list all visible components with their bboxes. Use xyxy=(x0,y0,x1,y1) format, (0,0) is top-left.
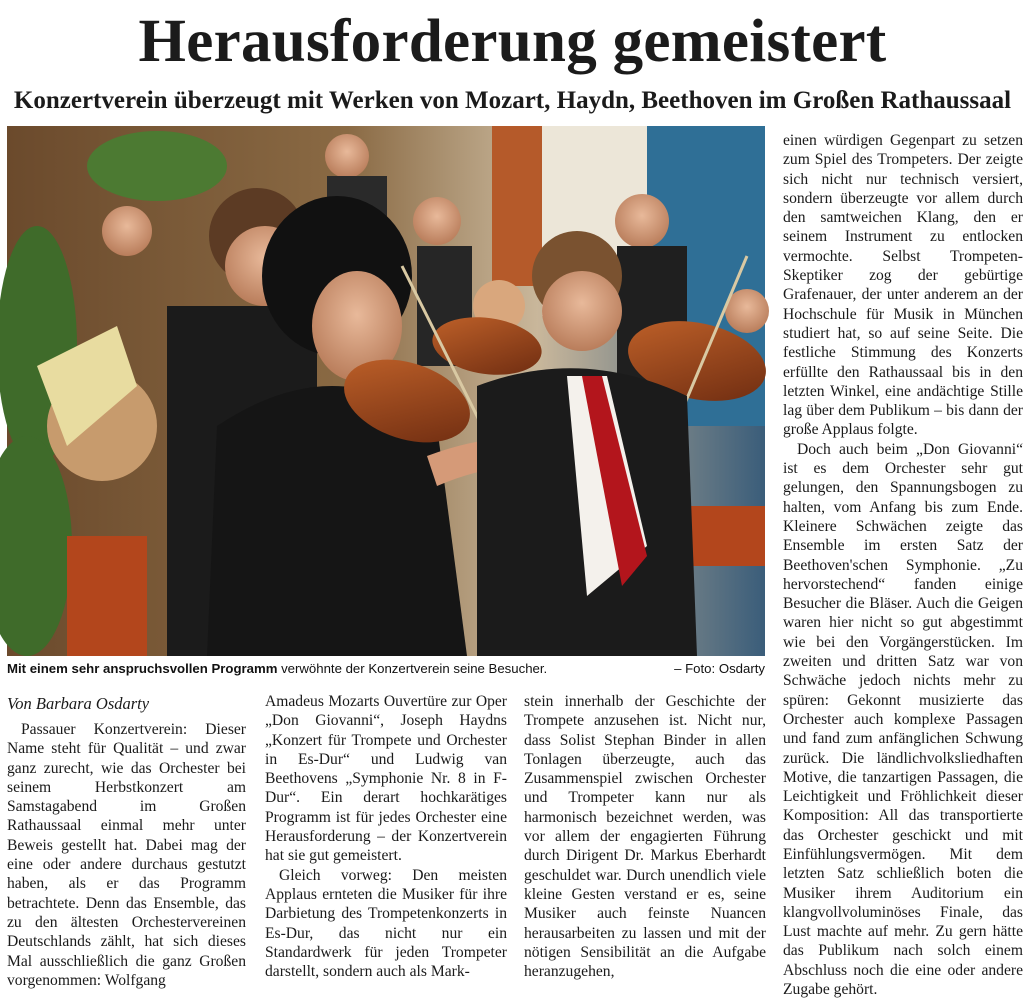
paragraph: Doch auch beim „Don Giovanni“ ist es dem Orchester sehr gut gelungen, den Spannungsbogen zu halten, vom Anfang bis zum Ende. Kleinere Schwächen zeigte das Ensemble im ersten Satz der Beethoven'schen Symphonie. „Zu hervorstechend“ fanden einige Besucher die Bläser. Auch die Geigen waren hier nicht so gut abgestimmt wie bei den Vorgängerstücken. Im zweiten und dritten Satz war von Schwäche jedoch nichts mehr zu spüren: Gekonnt musizierte das Orchester auch komplexe Passagen und fand zum anfänglichen Schwung zurück. Die ländlichvolksliedhaften Motive, die tanzartigen Passagen, die Leichtigkeit und Fröhlichkeit dieser Komposition: All das transportierte das Orchester geschickt und mit Einfühlungsvermögen. Mit dem letzten Satz schließlich boten die Musiker ihrem Auditorium ein klangvollvoluminöses Finale, das Lust machte auf mehr. Zu gern hätte das Publikum nach solch einem Abschluss noch die eine oder andere Zugabe gehört. xyxy=(783,440,1023,999)
paragraph: einen würdigen Gegenpart zu setzen zum Spiel des Trompeters. Der zeigte sich nicht nur technisch versiert, sondern überzeugte vor allem durch den samtweichen Klang, den er seinem Instrument zu entlocken vermochte. Selbst Trompeten-Skeptiker zog der gebürtige Grafenauer, der unter anderem an der Hochschule für Musik in München studiert hat, so auf seine Seite. Die festliche Stimmung des Konzerts erfüllte den Rathaussaal bis in den letzten Winkel, eine andächtige Stille lag über dem Publikum – bis dann der große Applaus folgte. xyxy=(783,132,1023,439)
paragraph: Passauer Konzertverein: Dieser Name steht für Qualität – und zwar ganz zurecht, wie das Orchester bei seinem Herbstkonzert am Samstagabend im Großen Rathaussaal einmal mehr unter Beweis gestellt hat. Dabei mag der eine oder andere durchaus gestutzt haben, als er das Programm betrachtete. Denn das Ensemble, das zu den ältesten Orchestervereinen Deutschlands zählt, hat sich dieses Mal ausschließlich die ganz Großen vorgenommen: Wolfgang xyxy=(7,721,246,989)
text-column-2 xyxy=(265,692,507,980)
caption-bold: Mit einem sehr anspruchsvollen Programm xyxy=(7,661,278,676)
photo-credit: – Foto: Osdarty xyxy=(674,661,765,676)
paragraph: Gleich vorweg: Den meisten Applaus ernteten die Musiker für ihre Darbietung des Trompetenkonzerts in Es-Dur, das nicht nur ein Standardwerk für jeden Trompeter darstellt, sondern auch als Mark- xyxy=(265,866,507,981)
photo-caption xyxy=(7,658,765,680)
text-column-1 xyxy=(7,692,246,989)
caption-text: verwöhnte der Konzertverein seine Besucher. xyxy=(277,661,548,676)
byline: Von Barbara Osdarty xyxy=(7,694,150,713)
text-column-4 xyxy=(783,131,1023,999)
concert-photo xyxy=(7,126,765,656)
headline: Herausforderung gemeistert xyxy=(138,8,887,75)
paragraph: stein innerhalb der Geschichte der Trompete anzusehen ist. Nicht nur, dass Solist Stephan Binder in allen Tonlagen überzeugte, auch das Zusammenspiel zwischen Orchester und Trompeter kann nur als harmonisch bezeichnet werden, was vor allem der engagierten Führung durch Dirigent Dr. Markus Eberhardt geschuldet war. Durch unendlich viele kleine Gesten verstand er es, seine Musiker auch feinste Nuancen herausarbeiten zu lassen und mit der nötigen Sensibilität an die Aufgabe heranzugehen, xyxy=(524,693,766,981)
subheadline: Konzertverein überzeugt mit Werken von Mozart, Haydn, Beethoven im Großen Rathaussaal xyxy=(13,87,1012,114)
paragraph: Amadeus Mozarts Ouvertüre zur Oper „Don Giovanni“, Joseph Haydns „Konzert für Trompete und Orchester in Es-Dur“ und Ludwig van Beethovens „Symphonie Nr. 8 in F-Dur“. Ein derart hochkarätiges Programm ist für jedes Orchester eine Herausforderung – der Konzertverein hat sie gut gemeistert. xyxy=(265,693,507,865)
text-column-3 xyxy=(524,692,766,980)
